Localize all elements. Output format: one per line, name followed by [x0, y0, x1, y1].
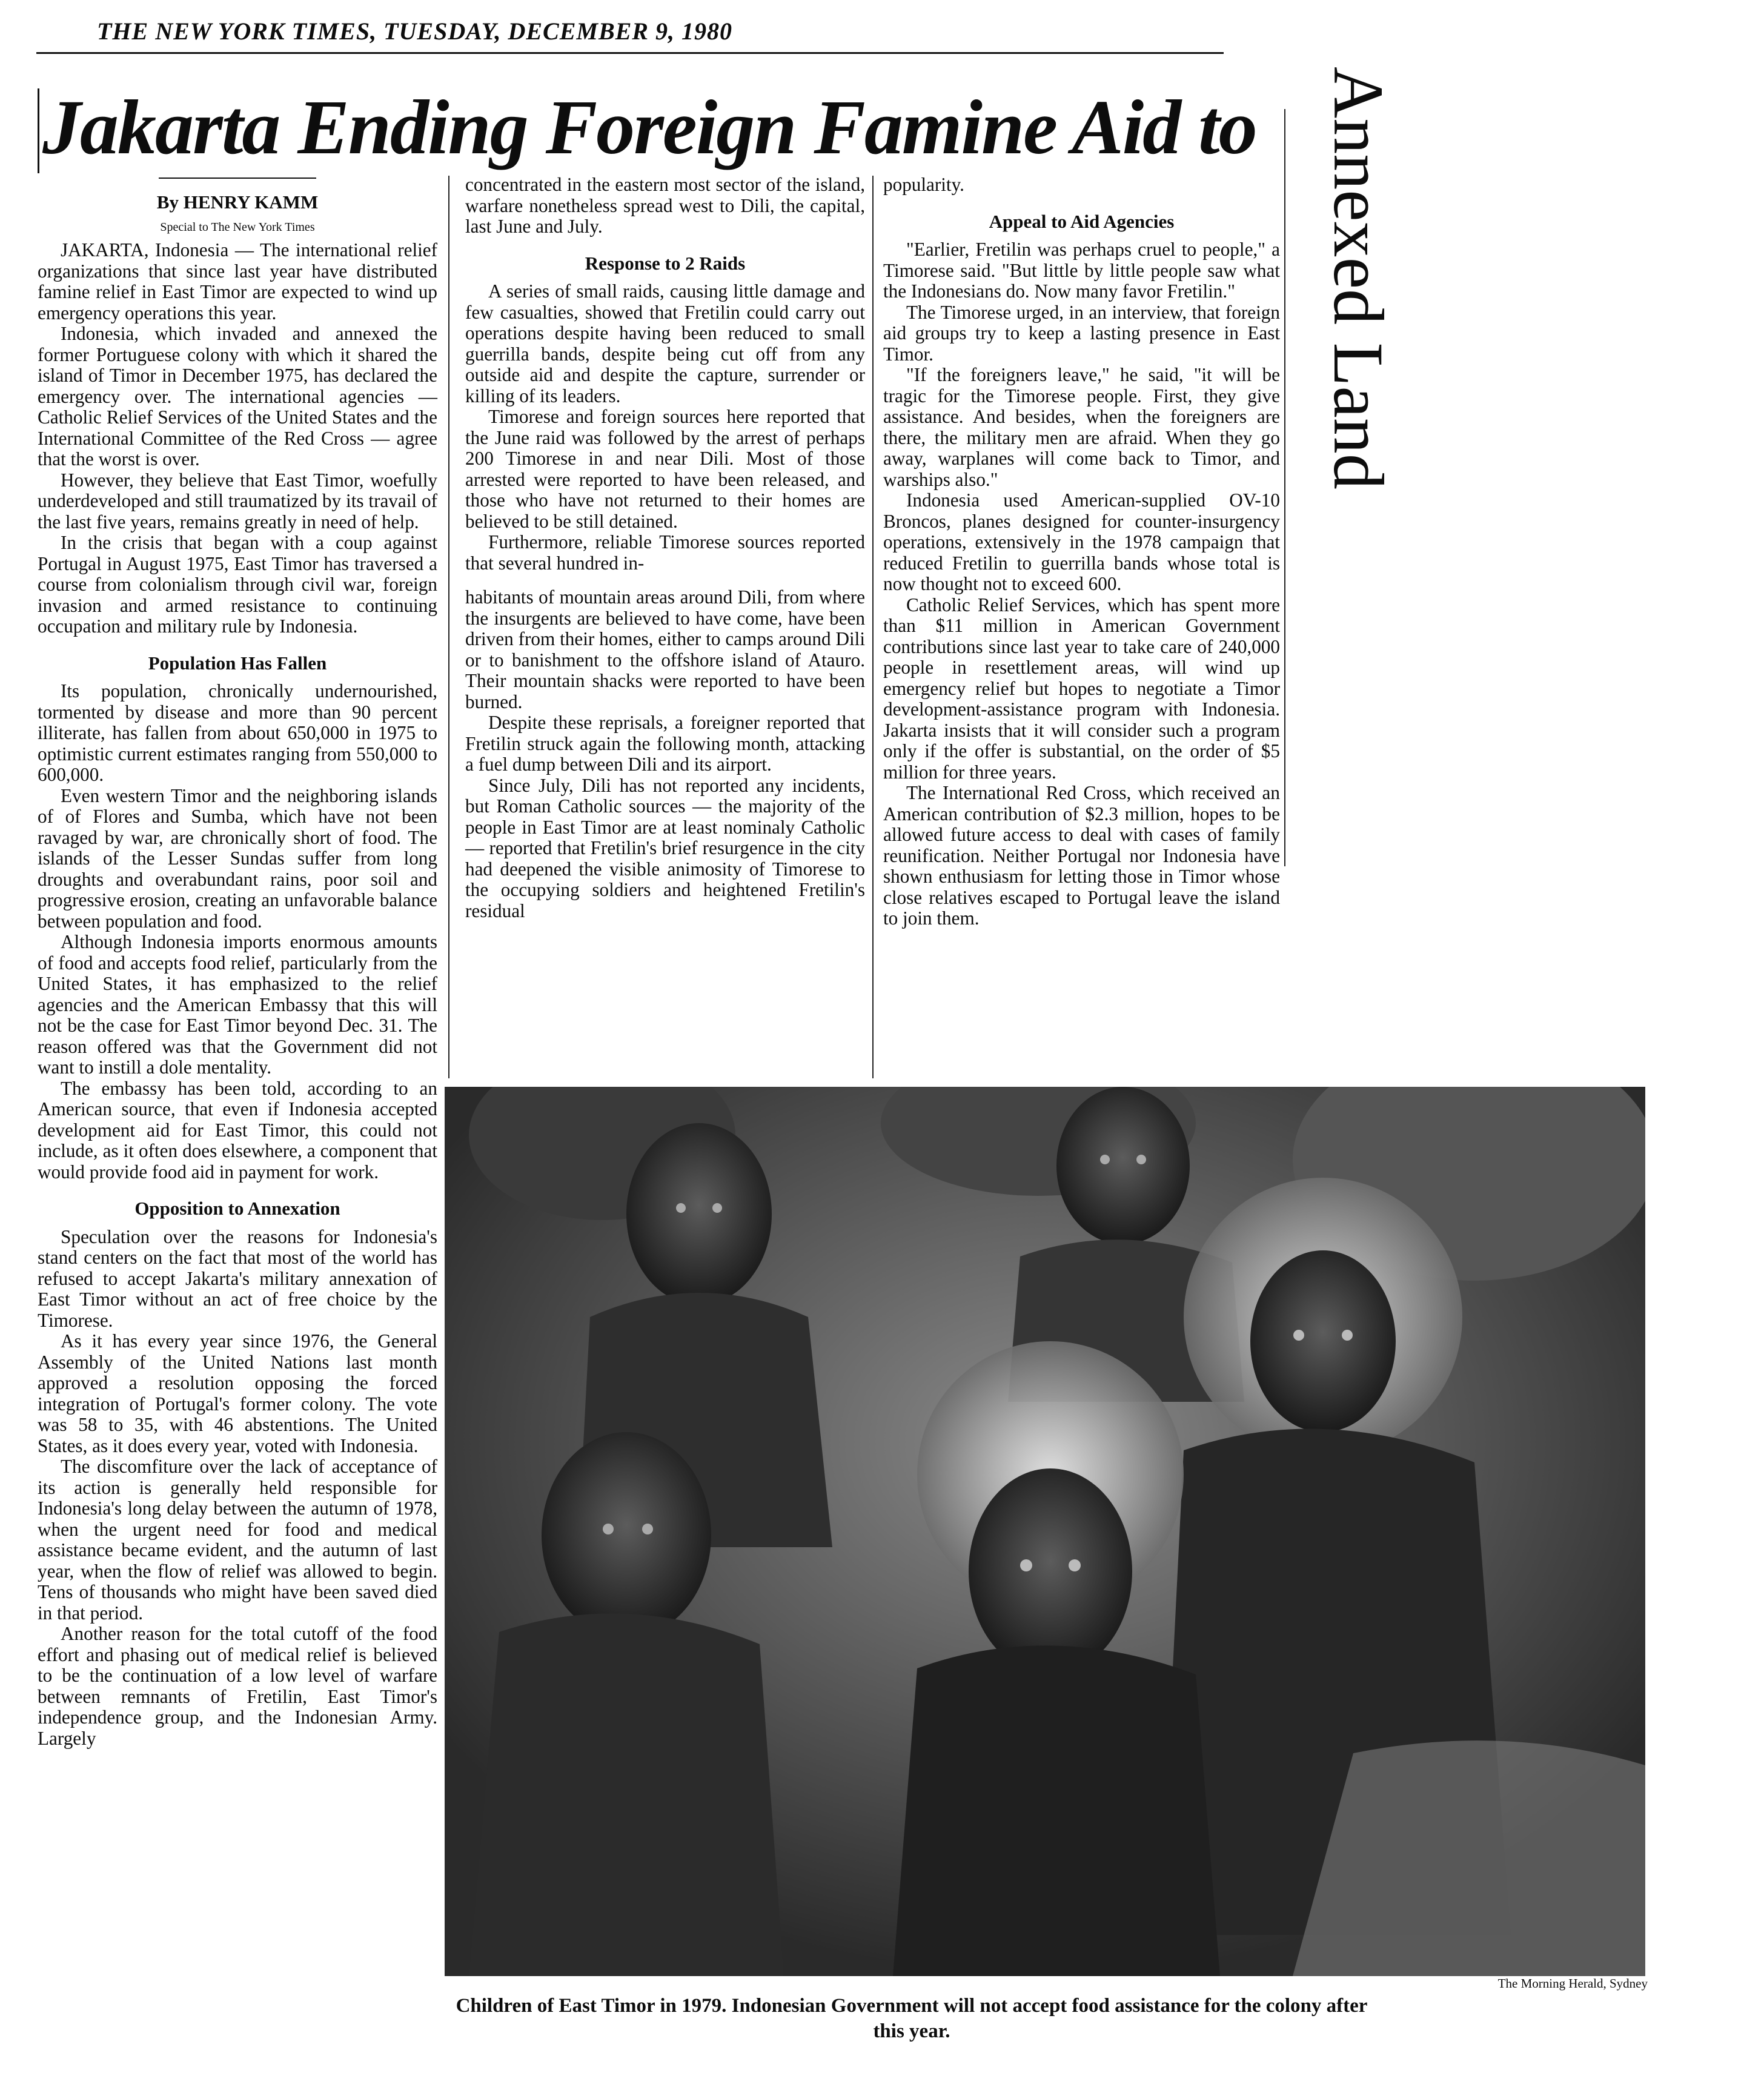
paragraph: Indonesia used American-supplied OV-10 Broncos, planes designed for counter-insurgency operations, extensively in the 1978 campaign that reduced Fretilin to guerrilla bands whose total is now thought not to exceed 600.	[883, 489, 1280, 594]
paragraph: Although Indonesia imports enormous amounts of food and accepts food relief, particularly from the United States, it has emphasized to the relief agencies and the American Embassy that this will not be the case for East Timor beyond Dec. 31. The reason offered was that the Government did not want to instill a dole mentality.	[38, 931, 437, 1078]
kicker-text: Annexed Land	[1319, 67, 1398, 489]
article-column-3	[883, 174, 1280, 929]
paragraph: As it has every year since 1976, the General Assembly of the United Nations last month approved a resolution opposing the forced integration of Portugal's former colony. The vote was 58 to 35, with 46 abstentions. The United States, as it does every year, voted with Indonesia.	[38, 1330, 437, 1456]
paragraph: Indonesia, which invaded and annexed the former Portuguese colony with which it shared the island of Timor in December 1975, has declared the emergency over. The international agencies — Catholic Relief Services of the United States and the International Committee of the Red Cross — agree that the worst is over.	[38, 323, 437, 469]
headline-left-rule	[38, 88, 39, 173]
kicker-vertical	[1302, 67, 1398, 975]
paragraph: Even western Timor and the neighboring islands of of Flores and Sumba, which have not been ravaged by war, are chronically short of food. The islands of the Lesser Sundas suffer from long droughts and overabundant rains, poor soil and progressive erosion, creating an unfavorable balance between population and food.	[38, 785, 437, 932]
dateline: THE NEW YORK TIMES, TUESDAY, DECEMBER 9, 1980	[97, 18, 732, 45]
paragraph: "If the foreigners leave," he said, "it will be tragic for the Timorese people. First, they give assistance. And besides, when the foreigners are there, the military men are afraid. When they go away, warplanes will come back to Timor, and warships also."	[883, 364, 1280, 490]
paragraph: The International Red Cross, which received an American contribution of $2.3 million, hopes to be allowed future access to deal with cases of family reunification. Neither Portugal nor Indonesia have shown enthusiasm for letting those in Timor whose close relatives escaped to Portugal leave the island to join them.	[883, 782, 1280, 929]
headline: Jakarta Ending Foreign Famine Aid to	[42, 84, 1256, 170]
column-rule	[872, 176, 874, 1078]
paragraph: Since July, Dili has not reported any incidents, but Roman Catholic sources — the majority of the people in East Timor are at least nominaly Catholic — reported that Fretilin's brief resurgence in the city had deepened the visible animosity of Timorese to the occupying soldiers and heightened Fretilin's residual	[465, 774, 865, 921]
photo-caption: Children of East Timor in 1979. Indonesian Government will not accept food assistance for the colony after this year.	[456, 1995, 1368, 2042]
byline-rule	[159, 177, 316, 179]
subhead: Appeal to Aid Agencies	[989, 210, 1175, 232]
paragraph: "Earlier, Fretilin was perhaps cruel to people," a Timorese said. "But little by little people saw what the Indonesians do. Now many favor Fretilin."	[883, 239, 1280, 302]
paragraph: Timorese and foreign sources here reported that the June raid was followed by the arrest of perhaps 200 Timorese in and near Dili. Most of those arrested were reported to have been released, and those who have not returned to their homes are believed to be still detained.	[465, 406, 865, 532]
paragraph: habitants of mountain areas around Dili, from where the insurgents are believed to have come, have been driven from their homes, either to camps around Dili or to banishment to the offshore island of Atauro. Their mountain shacks were reported to have been burned.	[465, 586, 865, 712]
paragraph: Speculation over the reasons for Indonesia's stand centers on the fact that most of the world has refused to accept Jakarta's military annexation of East Timor without an act of free choice by the Timorese.	[38, 1226, 437, 1331]
paragraph: Furthermore, reliable Timorese sources reported that several hundred in-	[465, 531, 865, 574]
paragraph: Catholic Relief Services, which has spent more than $11 million in American Government contributions since last year to take care of 240,000 people in resettlement areas, will wind up emergency relief but hopes to negotiate a Timor development-assistance program with Indonesia. Jakarta insists that it will consider such a program only if the offer is substantial, on the order of $5 million for three years.	[883, 594, 1280, 783]
paragraph: Its population, chronically undernourished, tormented by disease and more than 90 percent illiterate, has fallen from about 650,000 in 1975 to optimistic current estimates ranging from 550,000 to 600,000.	[38, 680, 437, 785]
paragraph: Despite these reprisals, a foreigner reported that Fretilin struck again the following month, attacking a fuel dump between Dili and its airport.	[465, 712, 865, 775]
article-column-1	[38, 173, 437, 1749]
news-photo	[445, 1087, 1645, 1976]
subhead: Opposition to Annexation	[134, 1198, 340, 1219]
subhead: Population Has Fallen	[148, 652, 327, 674]
paragraph: concentrated in the eastern most sector of the island, warfare nonetheless spread west to Dili, the capital, last June and July.	[465, 174, 865, 237]
paragraph: The embassy has been told, according to an American source, that even if Indonesia accepted development aid for East Timor, this could not include, as it often does elsewhere, a component that would provide food aid in payment for work.	[38, 1077, 437, 1183]
paragraph: The discomfiture over the lack of acceptance of its action is generally held responsible for Indonesia's long delay between the autumn of 1978, when the urgent need for food and medical assistance became evident, and the autumn of last year, when the flow of relief was allowed to begin. Tens of thousands who might have been saved died in that period.	[38, 1456, 437, 1624]
column-rule	[448, 176, 449, 1078]
subhead: Response to 2 Raids	[585, 252, 746, 274]
byline: By HENRY KAMM	[156, 191, 319, 213]
photo-children-illustration	[445, 1087, 1645, 1976]
paragraph: JAKARTA, Indonesia — The international relief organizations that since last year have distributed famine relief in East Timor are expected to wind up emergency operations this year.	[38, 239, 437, 323]
paragraph: In the crisis that began with a coup against Portugal in August 1975, East Timor has traversed a course from colonialism through civil war, foreign invasion and armed resistance to continuing occupation and military rule by Indonesia.	[38, 532, 437, 637]
special-note: Special to The New York Times	[160, 220, 315, 234]
paragraph: popularity.	[883, 174, 964, 195]
paragraph: A series of small raids, causing little damage and few casualties, showed that Fretilin could carry out operations despite having been reduced to small guerrilla bands, despite being cut off from any outside aid and despite the capture, surrender or killing of its leaders.	[465, 280, 865, 406]
paragraph: Another reason for the total cutoff of the food effort and phasing out of medical relief is believed to be the continuation of a low level of warfare between remnants of Fretilin, East Timor's independence group, and the Indonesian Army. Largely	[38, 1623, 437, 1749]
paragraph: However, they believe that East Timor, woefully underdeveloped and still traumatized by its travail of the last five years, remains greatly in need of help.	[38, 469, 437, 532]
kicker-rule	[1284, 109, 1285, 866]
paragraph: The Timorese urged, in an interview, that foreign aid groups try to keep a lasting presence in East Timor.	[883, 301, 1280, 365]
photo-credit: The Morning Herald, Sydney	[1497, 1976, 1648, 1991]
top-rule	[36, 52, 1224, 54]
article-column-2	[465, 174, 865, 921]
